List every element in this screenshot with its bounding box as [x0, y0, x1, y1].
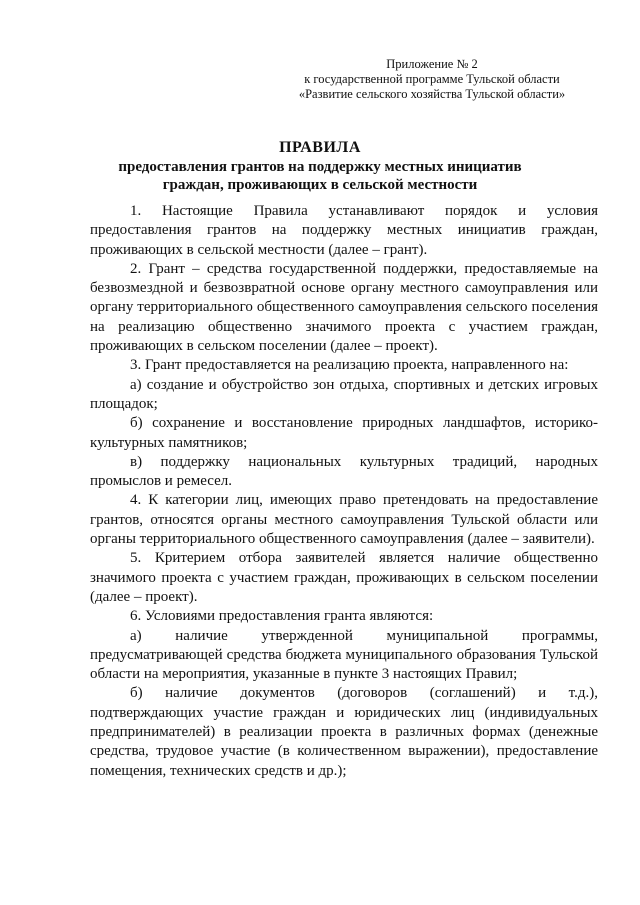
paragraph-6b: б) наличие документов (договоров (соглашений) и т.д.), подтверждающих участие граждан и юридических лиц (индивидуальных предпринимателей) в реализации проекта в различных формах (денежные средства, трудовое участие (в количественном выражении), предоставление помещения, технических средств и др.); [90, 685, 598, 779]
paragraph-6a: а) наличие утвержденной муниципальной программы, предусматривающей средства бюджета муниципального образования Тульской области на мероприятия, указанные в пункте 3 настоящих Правил; [90, 627, 598, 683]
document-title [80, 138, 560, 194]
paragraph-4: 4. К категории лиц, имеющих право претендовать на предоставление грантов, относятся органы местного самоуправления Тульской области или органы территориального общественного самоуправления (далее – заявители). [90, 492, 598, 548]
title-subtitle-line-1: предоставления грантов на поддержку местных инициатив [118, 159, 522, 175]
paragraph-1: 1. Настоящие Правила устанавливают порядок и условия предоставления грантов на поддержку местных инициатив граждан, проживающих в сельской местности (далее – грант). [90, 203, 598, 258]
paragraph-3b: б) сохранение и восстановление природных ландшафтов, историко-культурных памятников; [90, 415, 598, 451]
paragraph-3a: а) создание и обустройство зон отдыха, спортивных и детских игровых площадок; [90, 376, 598, 412]
paragraph-3: 3. Грант предоставляется на реализацию проекта, направленного на: [130, 357, 569, 374]
paragraph-5: 5. Критерием отбора заявителей является наличие общественно значимого проекта с участием граждан, проживающих в сельском поселении (далее – проект). [90, 550, 598, 605]
appendix-header [282, 57, 582, 102]
paragraph-3c: в) поддержку национальных культурных традиций, народных промыслов и ремесел. [90, 453, 598, 490]
title-subtitle-line-2: граждан, проживающих в сельской местности [162, 177, 478, 193]
paragraph-2: 2. Грант – средства государственной поддержки, предоставляемые на безвозмездной и безвозвратной основе органу местного самоуправления или органу территориального общественного самоуправления сельского поселения на реализацию общественно значимого проекта с участием граждан, проживающих в сельском поселении (далее – проект). [90, 260, 598, 355]
document-body [90, 202, 598, 781]
appendix-program-name: «Развитие сельского хозяйства Тульской области» [298, 87, 566, 101]
appendix-number: Приложение № 2 [386, 57, 478, 71]
title-main: ПРАВИЛА [279, 139, 361, 156]
appendix-program-ref: к государственной программе Тульской области [304, 72, 560, 86]
paragraph-6: 6. Условиями предоставления гранта являются: [130, 608, 434, 625]
